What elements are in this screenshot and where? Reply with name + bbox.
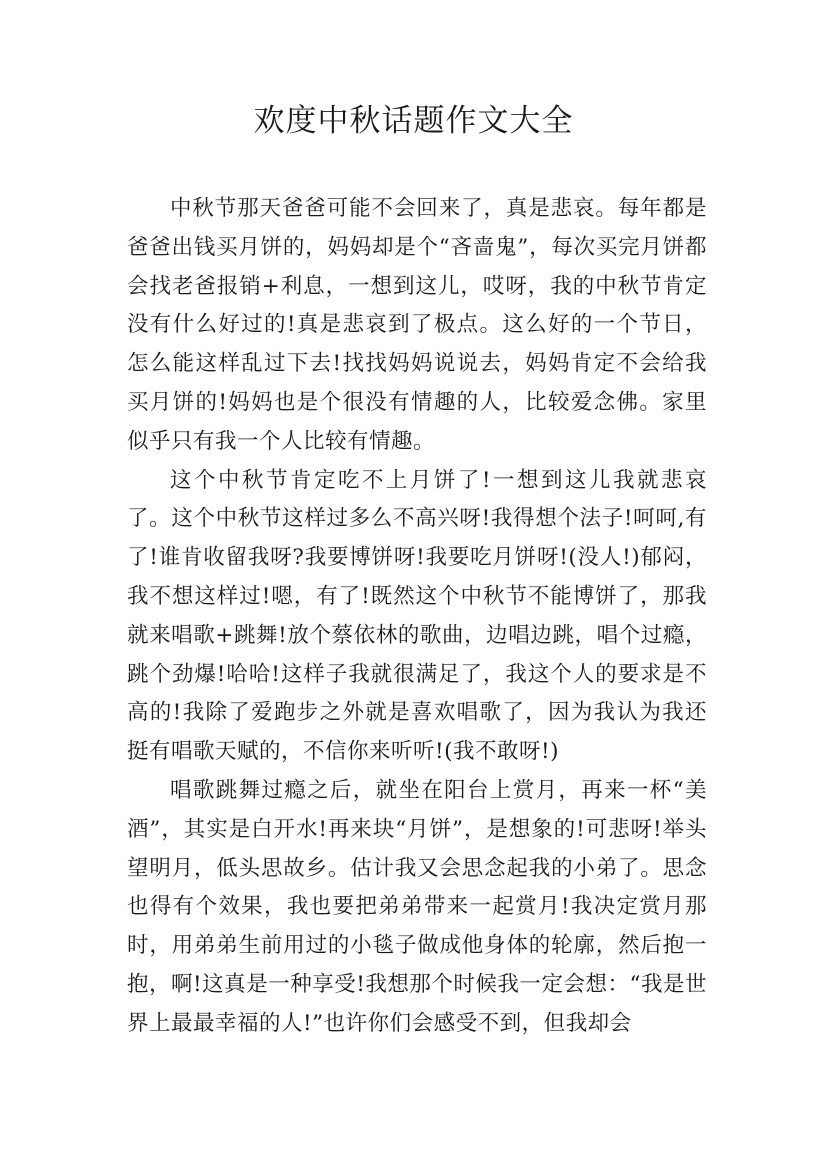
paragraph-2: 这个中秋节肯定吃不上月饼了!一想到这儿我就悲哀了。这个中秋节这样过多么不高兴呀!我得想个法子!呵呵,有了!谁肯收留我呀?我要博饼呀!我要吃月饼呀!(没人!)郁闷，我不想这样过!嗯，有了!既然这个中秋节不能博饼了，那我就来唱歌+跳舞!放个蔡依林的歌曲，边唱边跳，唱个过瘾，跳个劲爆!哈哈!这样子我就很满足了，我这个人的要求是不高的!我除了爱跑步之外就是喜欢唱歌了，因为我认为我还挺有唱歌天赋的，不信你来听听!(我不敢呀!) [127,467,707,765]
paragraph-1: 中秋节那天爸爸可能不会回来了，真是悲哀。每年都是爸爸出钱买月饼的，妈妈却是个“吝啬鬼”，每次买完月饼都会找老爸报销+利息，一想到这儿，哎呀，我的中秋节肯定没有什么好过的!真是悲哀到了极点。这么好的一个节日，怎么能这样乱过下去!找找妈妈说说去，妈妈肯定不会给我买月饼的!妈妈也是个很没有情趣的人，比较爱念佛。家里似乎只有我一个人比较有情趣。 [127,196,707,454]
paragraph-3: 唱歌跳舞过瘾之后，就坐在阳台上赏月，再来一杯“美酒”，其实是白开水!再来块“月饼”，是想象的!可悲呀!举头望明月，低头思故乡。估计我又会思念起我的小弟了。思念也得有个效果，我也要把弟弟带来一起赏月!我决定赏月那时，用弟弟生前用过的小毯子做成他身体的轮廓，然后抱一抱，啊!这真是一种享受!我想那个时候我一定会想：“我是世界上最最幸福的人!”也许你们会感受不到，但我却会 [127,777,707,1036]
document-body [127,190,707,1044]
document-title: 欢度中秋话题作文大全 [253,103,574,139]
